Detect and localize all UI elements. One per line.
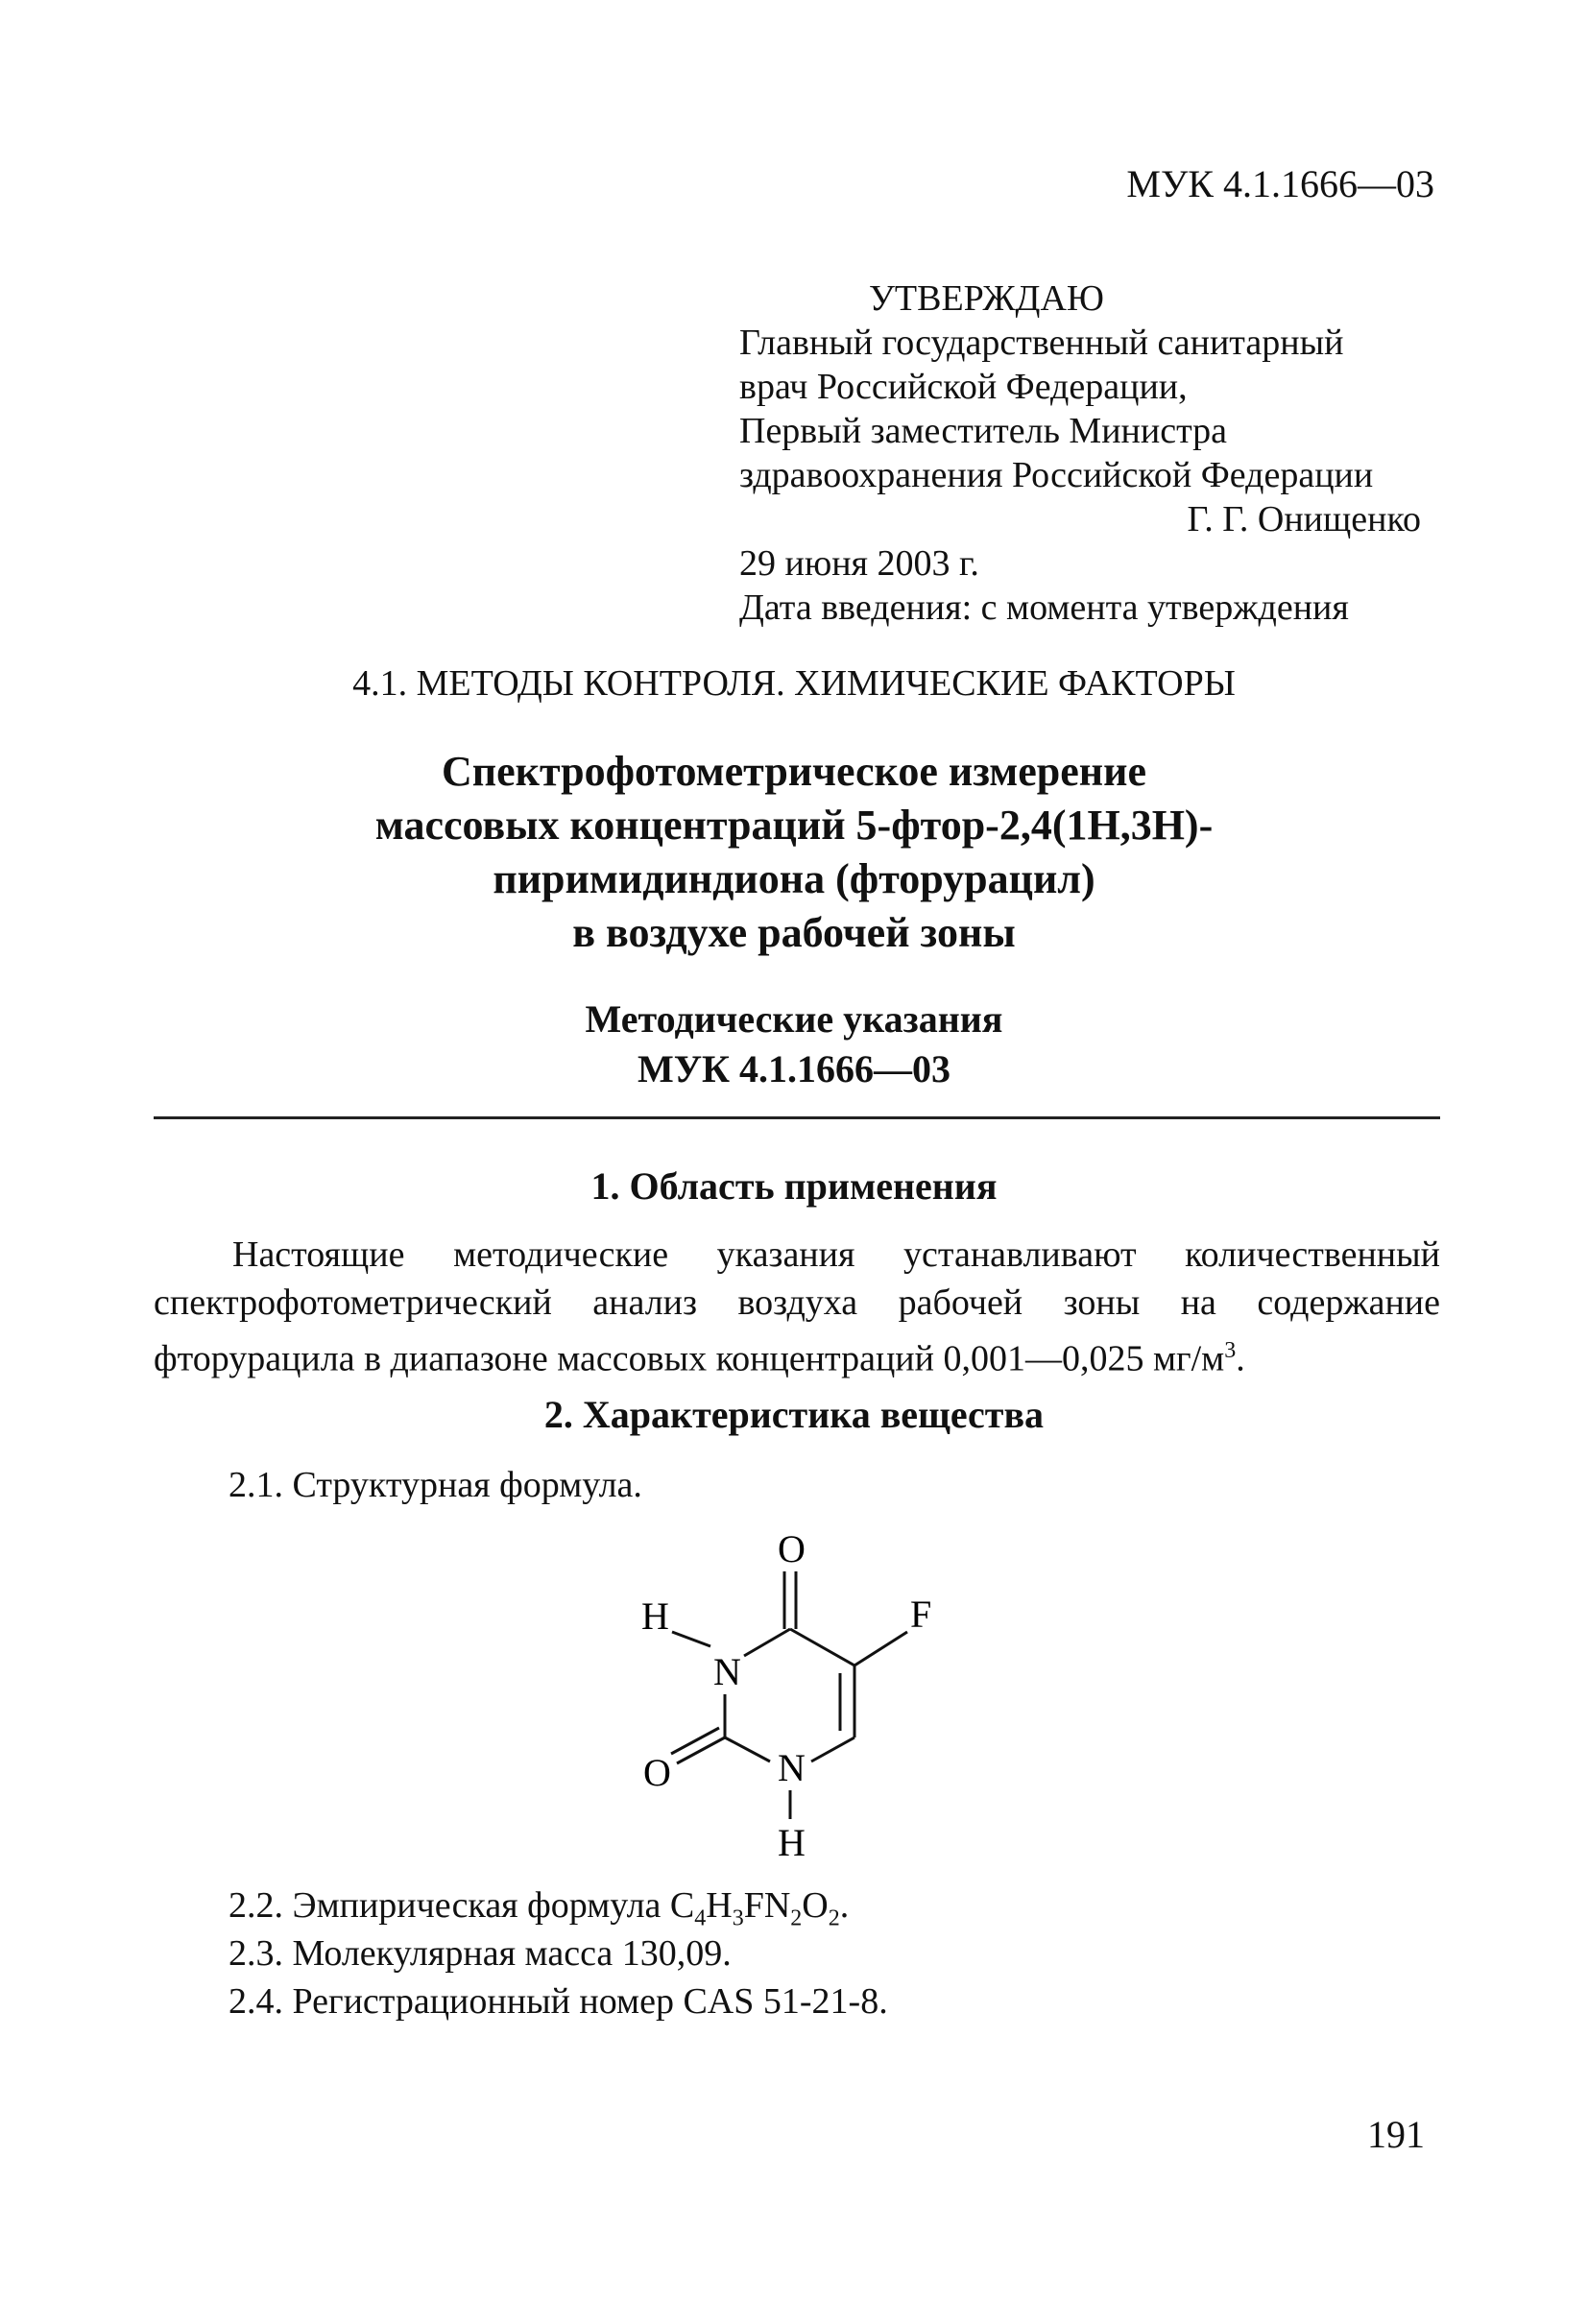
- item-empirical-formula: [229, 1884, 849, 1932]
- fluorouracil-structure: [576, 1512, 1008, 1877]
- approval-line: Первый заместитель Министра: [739, 411, 1228, 451]
- atom-o-left: O: [643, 1751, 671, 1794]
- title-line: Спектрофотометрическое измерение: [441, 748, 1146, 795]
- document-subtitle: [0, 994, 1588, 1094]
- subscript: 3: [732, 1905, 744, 1931]
- punctuation: .: [839, 1885, 850, 1926]
- title-line: в воздухе рабочей зоны: [572, 909, 1016, 956]
- superscript-unit: 3: [1224, 1338, 1237, 1363]
- subscript: 4: [694, 1905, 707, 1931]
- document-title: [0, 745, 1588, 960]
- approval-date: 29 июня 2003 г.: [739, 543, 979, 584]
- structural-formula: [576, 1512, 1008, 1877]
- element: O: [802, 1885, 829, 1926]
- subtitle-line: Методические указания: [585, 997, 1003, 1041]
- section2-heading: 2. Характеристика вещества: [543, 1393, 1045, 1436]
- title-line: массовых концентраций 5-фтор-2,4(1Н,3Н)-: [374, 802, 1214, 849]
- effective-date: Дата введения: с момента утверждения: [739, 587, 1349, 628]
- atom-o-top: O: [778, 1527, 806, 1570]
- approval-line: Главный государственный санитарный: [739, 323, 1344, 363]
- section1-paragraph: [154, 1231, 1440, 1383]
- signatory-name: Г. Г. Онищенко: [1187, 499, 1421, 539]
- element: H: [706, 1885, 733, 1926]
- element: FN: [743, 1885, 791, 1926]
- horizontal-rule: [154, 1116, 1440, 1119]
- atom-n1: N: [778, 1746, 806, 1789]
- section-title: 4.1. МЕТОДЫ КОНТРОЛЯ. ХИМИЧЕСКИЕ ФАКТОРЫ: [352, 663, 1236, 704]
- document-code: МУК 4.1.1666—03: [1126, 162, 1434, 205]
- atom-f: F: [910, 1593, 932, 1636]
- subtitle-code: МУК 4.1.1666—03: [637, 1047, 951, 1090]
- paragraph-text: Настоящие методические указания устанавливают количественный спектрофотометрический анализ воздуха рабочей зоны на содержание фторурацила в диапазоне массовых концентраций 0,001—0,025 мг/м: [154, 1234, 1440, 1379]
- paragraph-end: .: [1236, 1338, 1245, 1379]
- item-molecular-mass: 2.3. Молекулярная масса 130,09.: [229, 1933, 732, 1974]
- approval-title: УТВЕРЖДАЮ: [869, 278, 1104, 319]
- empirical-prefix: 2.2. Эмпирическая формула C: [229, 1885, 695, 1926]
- item-structural-formula: 2.1. Структурная формула.: [229, 1465, 642, 1505]
- item-cas-number: 2.4. Регистрационный номер CAS 51-21-8.: [229, 1981, 888, 2022]
- subscript: 2: [790, 1905, 803, 1931]
- page-number: 191: [1367, 2113, 1425, 2156]
- approval-block: [739, 276, 1440, 630]
- atom-n3: N: [713, 1650, 741, 1693]
- atom-h-bottom: H: [778, 1821, 806, 1864]
- approval-line: здравоохранения Российской Федерации: [739, 455, 1374, 495]
- section1-heading: 1. Область применения: [590, 1164, 998, 1208]
- atom-h-left: H: [641, 1594, 669, 1638]
- title-line: пиримидиндиона (фторурацил): [493, 855, 1095, 902]
- approval-line: врач Российской Федерации,: [739, 367, 1188, 407]
- subscript: 2: [828, 1905, 840, 1931]
